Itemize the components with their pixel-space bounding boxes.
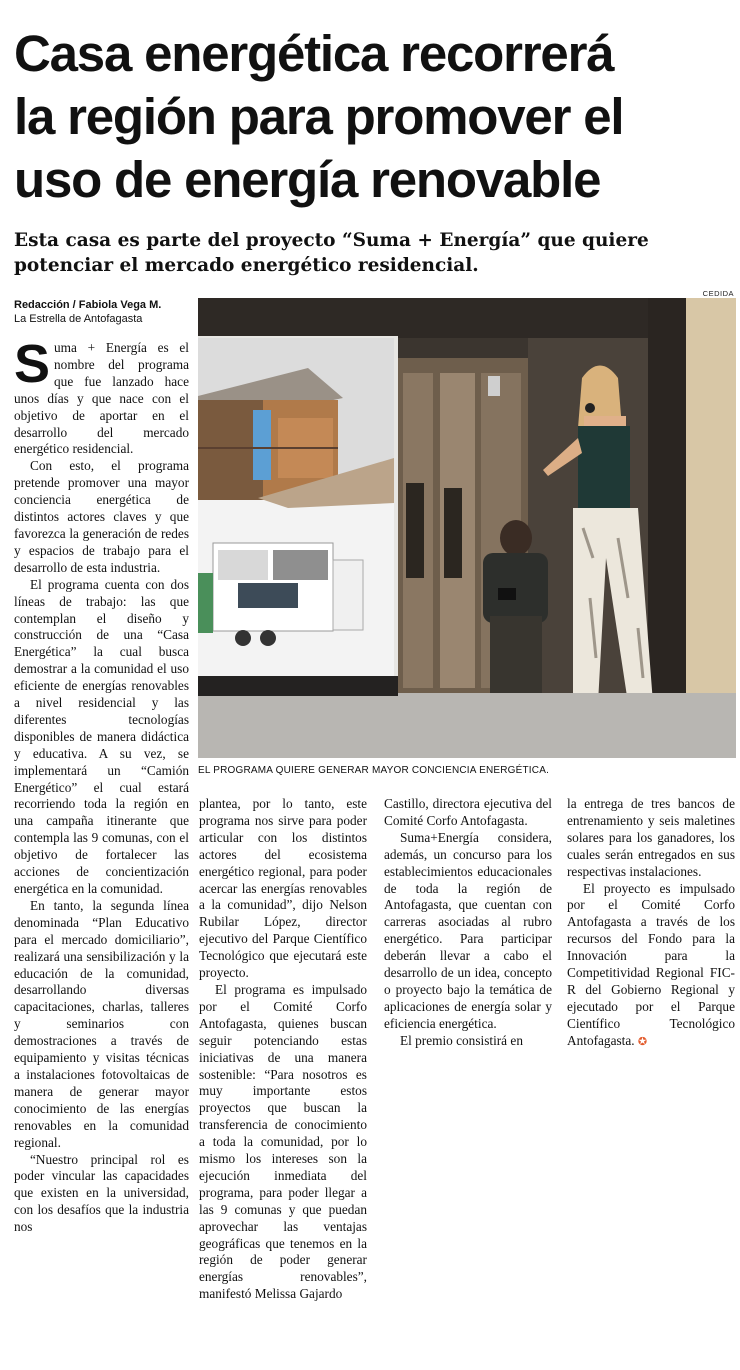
paragraph-1-text: uma + Energía es el nombre del programa que fue lanzado hace unos días y que nace con el objetivo de aportar en el desarrollo del mercado energético residencial.	[14, 340, 189, 457]
paragraph-9-text: El proyecto es impulsado por el Comité Corfo Antofagasta a través de los recursos del Fondo para la Innovación para la Competitividad Regional FIC-R del Gobierno Regional y ejecutado por el Parque Científico Tecnológico Antofagasta.	[567, 880, 735, 1048]
paragraph-8-continued: la entrega de tres bancos de entrenamiento y seis maletines solares para los ganadores, los cuales serán entregados en sus respectivas instalaciones.	[567, 796, 735, 879]
article-column-3	[384, 796, 552, 1050]
end-mark-icon: ✪	[637, 1035, 648, 1048]
byline-outlet: La Estrella de Antofagasta	[14, 313, 143, 325]
byline-author: Redacción / Fabiola Vega M.	[14, 299, 162, 311]
paragraph-1	[14, 334, 189, 458]
paragraph-3: El programa cuenta con dos líneas de trabajo: las que contemplan el diseño y construcción de una “Casa Energética” la cual busca demostrar a la comunidad el uso eficiente de energías renovables a nivel residencial y las diferentes tecnologías disponibles de manera didáctica y educativa. A su vez, se implementará un “Camión Energético” el cual estará recorriendo toda la región en una campaña itinerante que contempla las 9 comunas, con el objetivo de fortalecer las acciones de concientización energética en la comunidad.	[14, 576, 189, 896]
headline-line-3: uso de energía renovable	[14, 151, 601, 208]
headline	[14, 22, 730, 211]
photo-credit: CEDIDA	[702, 289, 734, 298]
byline	[14, 298, 194, 326]
article-column-1	[14, 334, 189, 1236]
paragraph-5-continued: plantea, por lo tanto, este programa nos sirve para poder articular con los distintos actores del ecosistema energético regional, para poder acercar las energías renovables a la comunidad”, dijo Nelson Rubilar López, director ejecutivo del Parque Científico Tecnológico que ejecutará este proyecto.	[199, 796, 367, 981]
paragraph-9	[567, 881, 735, 1051]
headline-line-2: la región para promover el	[14, 88, 624, 145]
article-column-2	[199, 796, 367, 1303]
headline-line-1: Casa energética recorrerá	[14, 25, 614, 82]
presentation-scene-illustration	[198, 298, 736, 758]
article-column-4	[567, 796, 735, 1051]
paragraph-6-continued: Castillo, directora ejecutiva del Comité Corfo Antofagasta.	[384, 796, 552, 828]
paragraph-8: El premio consistirá en	[400, 1032, 523, 1048]
paragraph-6: El programa es impulsado por el Comité Corfo Antofagasta, quienes buscan seguir potenciando estas iniciativas de una manera sostenible: “Para nosotros es muy importante estos proyectos que buscan la transferencia de conocimiento a toda la comunidad, por lo mismo los intereses son la ejecución inmediata del programa, para poder llegar a las 9 comunas y que puedan aprovechar las ventajas geográficas que tenemos en la región de poder generar energías renovables”, manifestó Melissa Gajardo	[199, 981, 367, 1302]
paragraph-7: Suma+Energía considera, además, un concurso para los establecimientos educacionales de toda la región de Antofagasta, que cuentan con carreras asociadas al rubro energético. Para participar deberán llevar a cabo el desarrollo de un idea, concepto o proyecto bajo la temática de aplicaciones de energía solar y eficiencia energética.	[384, 829, 552, 1031]
dropcap: S	[14, 334, 51, 394]
paragraph-5: “Nuestro principal rol es poder vincular las capacidades que existen en la universidad, con los desafíos que la industria nos	[14, 1151, 189, 1235]
paragraph-2: Con esto, el programa pretende promover una mayor conciencia energética de distintos actores claves y que favorezca la generación de redes y espacios de trabajo para el desarrollo de esta industria.	[14, 458, 189, 575]
article-photo	[198, 298, 736, 758]
photo-caption: EL PROGRAMA QUIERE GENERAR MAYOR CONCIENCIA ENERGÉTICA.	[198, 765, 550, 776]
paragraph-4: En tanto, la segunda línea denominada “Plan Educativo para el mercado domiciliario”, realizará una sensibilización y la educación de la comunidad, desarrollando diversas capacitaciones, charlas, talleres y seminarios con demostraciones a través de equipamiento y visitas técnicas a instalaciones fotovoltaicas de manera de generar mayor conocimiento de las energías renovables en la comunidad regional.	[14, 897, 189, 1150]
subheadline: Esta casa es parte del proyecto “Suma + Energía” que quiere potenciar el mercado energético residencial.	[14, 230, 649, 276]
